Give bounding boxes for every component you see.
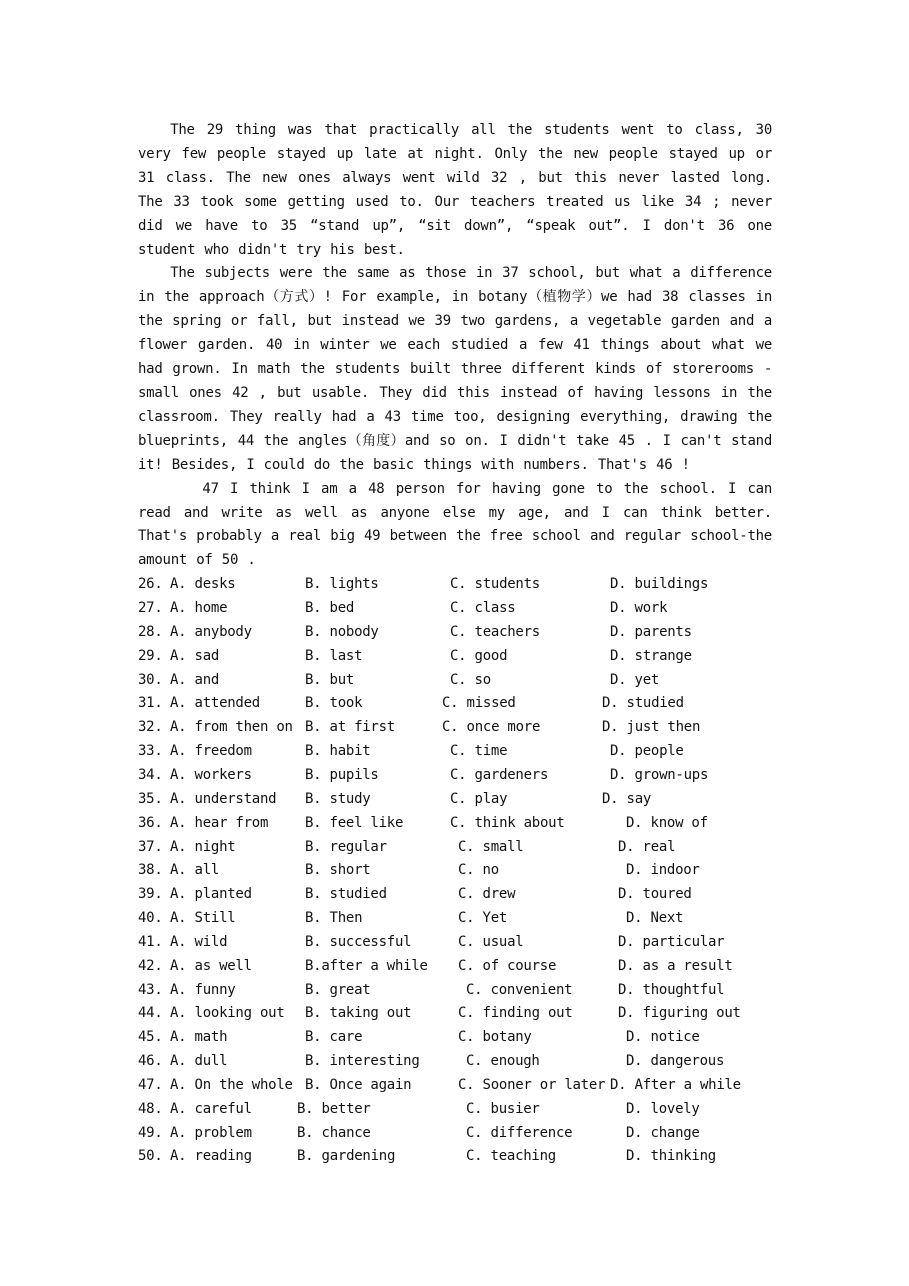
option-c: C. time: [450, 743, 508, 760]
option-b: B. lights: [305, 576, 379, 593]
question-row: [138, 812, 772, 836]
question-number: 37.: [138, 838, 163, 855]
question-row: [138, 740, 772, 764]
option-d: D. work: [610, 600, 668, 617]
option-b: B. nobody: [305, 623, 379, 640]
option-a: A. Still: [170, 910, 236, 927]
question-row: [138, 573, 772, 597]
question-number: 42.: [138, 957, 163, 974]
question-row: [138, 597, 772, 621]
option-d: D. toured: [618, 886, 692, 903]
question-number: 44.: [138, 1005, 163, 1022]
option-b: B. great: [305, 981, 371, 998]
question-number: 28.: [138, 623, 163, 640]
question-row: [138, 621, 772, 645]
question-number: 46.: [138, 1053, 163, 1070]
question-row: [138, 1145, 772, 1169]
question-row: [138, 907, 772, 931]
option-a: A. hear from: [170, 814, 269, 831]
question-number: 49.: [138, 1124, 163, 1141]
option-d: D. lovely: [626, 1100, 700, 1117]
option-d: D. thoughtful: [618, 981, 725, 998]
option-b: B. bed: [305, 600, 355, 617]
question-number: 31.: [138, 695, 163, 712]
option-c: C. finding out: [458, 1005, 573, 1022]
option-c: C. so: [450, 671, 491, 688]
option-c: C. convenient: [466, 981, 573, 998]
option-a: A. workers: [170, 766, 252, 783]
option-c: C. think about: [450, 814, 565, 831]
option-c: C. good: [450, 647, 508, 664]
option-a: A. reading: [170, 1148, 252, 1165]
option-a: A. understand: [170, 790, 277, 807]
question-number: 27.: [138, 600, 163, 617]
option-c: C. difference: [466, 1124, 573, 1141]
option-c: C. students: [450, 576, 540, 593]
option-a: A. planted: [170, 886, 252, 903]
question-row: [138, 836, 772, 860]
option-b: B. last: [305, 647, 363, 664]
option-d: D. Next: [626, 910, 684, 927]
option-c: C. play: [450, 790, 508, 807]
question-row: [138, 788, 772, 812]
question-row: [138, 645, 772, 669]
option-c: C. class: [450, 600, 516, 617]
option-b: B. chance: [297, 1124, 371, 1141]
question-row: [138, 955, 772, 979]
option-d: D. know of: [626, 814, 708, 831]
option-c: C. small: [458, 838, 524, 855]
document-page: [138, 119, 772, 1169]
option-a: A. all: [170, 862, 220, 879]
passage-paragraph: 47 I think I am a 48 person for having gone to the school. I can read and write as well as anyone else my age, and I can think better. That's probably a real big 49 between the free school and regular school-the amount of 50 .: [138, 480, 772, 569]
question-row: [138, 979, 772, 1003]
answer-options-list: [138, 573, 772, 1169]
question-row: [138, 692, 772, 716]
option-b: B. feel like: [305, 814, 404, 831]
question-row: [138, 1002, 772, 1026]
option-b: B. Then: [305, 910, 363, 927]
option-d: D. thinking: [626, 1148, 716, 1165]
option-d: D. buildings: [610, 576, 709, 593]
option-d: D. parents: [610, 623, 692, 640]
option-c: C. usual: [458, 933, 524, 950]
option-b: B. pupils: [305, 766, 379, 783]
option-c: C. busier: [466, 1100, 540, 1117]
option-a: A. night: [170, 838, 236, 855]
question-row: [138, 1122, 772, 1146]
option-b: B. gardening: [297, 1148, 396, 1165]
option-c: C. no: [458, 862, 499, 879]
passage-paragraph: The subjects were the same as those in 37 school, but what a difference in the approach（方式）! For example, in botany（植物学）we had 38 classes in the spring or fall, but instead we 39 two gardens, a vegetable garden and a flower garden. 40 in winter we each studied a few 41 things about what we had grown. In math the students built three different kinds of storerooms - small ones 42 , but usable. They did this instead of having lessons in the classroom. They really had a 43 time too, designing everything, drawing the blueprints, 44 the angles（角度）and so on. I didn't take 45 . I can't stand it! Besides, I could do the basic things with numbers. That's 46 !: [138, 265, 772, 473]
question-number: 47.: [138, 1076, 163, 1093]
option-c: C. teachers: [450, 623, 540, 640]
option-d: D. notice: [626, 1029, 700, 1046]
question-number: 39.: [138, 886, 163, 903]
option-d: D. figuring out: [618, 1005, 741, 1022]
option-c: C. teaching: [466, 1148, 556, 1165]
option-d: D. as a result: [618, 957, 733, 974]
option-c: C. enough: [466, 1053, 540, 1070]
question-number: 48.: [138, 1100, 163, 1117]
question-row: [138, 1074, 772, 1098]
option-a: A. and: [170, 671, 220, 688]
option-d: D. yet: [610, 671, 660, 688]
option-b: B. but: [305, 671, 355, 688]
question-number: 36.: [138, 814, 163, 831]
option-a: A. desks: [170, 576, 236, 593]
option-a: A. attended: [170, 695, 260, 712]
option-a: A. anybody: [170, 623, 252, 640]
passage-paragraph: The 29 thing was that practically all the students went to class, 30 very few people stayed up late at night. Only the new people stayed up or 31 class. The new ones always went wild 32 , but this never lasted long. The 33 took some getting used to. Our teachers treated us like 34 ; never did we have to 35 “stand up”, “sit down”, “speak out”. I don't 36 one student who didn't try his best.: [138, 122, 772, 258]
question-row: [138, 716, 772, 740]
option-b: B. studied: [305, 886, 387, 903]
question-number: 40.: [138, 910, 163, 927]
option-d: D. indoor: [626, 862, 700, 879]
option-d: D. After a while: [610, 1076, 741, 1093]
option-c: C. gardeners: [450, 766, 549, 783]
option-a: A. dull: [170, 1053, 228, 1070]
option-b: B. taking out: [305, 1005, 412, 1022]
option-a: A. On the whole: [170, 1076, 293, 1093]
question-number: 26.: [138, 576, 163, 593]
option-a: A. funny: [170, 981, 236, 998]
option-a: A. problem: [170, 1124, 252, 1141]
question-number: 35.: [138, 790, 163, 807]
question-number: 32.: [138, 719, 163, 736]
option-d: D. real: [618, 838, 676, 855]
option-d: D. strange: [610, 647, 692, 664]
option-c: C. Sooner or later: [458, 1076, 606, 1093]
question-row: [138, 669, 772, 693]
question-row: [138, 1050, 772, 1074]
option-b: B. Once again: [305, 1076, 412, 1093]
question-number: 45.: [138, 1029, 163, 1046]
option-b: B.after a while: [305, 957, 428, 974]
option-b: B. successful: [305, 933, 412, 950]
option-d: D. people: [610, 743, 684, 760]
option-c: C. missed: [442, 695, 516, 712]
option-d: D. dangerous: [626, 1053, 725, 1070]
option-a: A. wild: [170, 933, 228, 950]
question-row: [138, 1098, 772, 1122]
option-a: A. looking out: [170, 1005, 285, 1022]
cloze-passage: [138, 119, 772, 573]
question-number: 33.: [138, 743, 163, 760]
option-b: B. at first: [305, 719, 395, 736]
option-a: A. math: [170, 1029, 228, 1046]
option-a: A. home: [170, 600, 228, 617]
question-row: [138, 883, 772, 907]
option-b: B. regular: [305, 838, 387, 855]
question-number: 30.: [138, 671, 163, 688]
question-number: 29.: [138, 647, 163, 664]
question-row: [138, 764, 772, 788]
option-c: C. drew: [458, 886, 516, 903]
option-b: B. better: [297, 1100, 371, 1117]
option-b: B. short: [305, 862, 371, 879]
option-d: D. say: [602, 790, 652, 807]
question-number: 43.: [138, 981, 163, 998]
option-c: C. botany: [458, 1029, 532, 1046]
option-a: A. careful: [170, 1100, 252, 1117]
option-a: A. freedom: [170, 743, 252, 760]
option-c: C. Yet: [458, 910, 508, 927]
option-d: D. studied: [602, 695, 684, 712]
option-d: D. just then: [602, 719, 701, 736]
option-b: B. study: [305, 790, 371, 807]
question-row: [138, 1026, 772, 1050]
option-c: C. of course: [458, 957, 557, 974]
question-number: 34.: [138, 766, 163, 783]
option-d: D. change: [626, 1124, 700, 1141]
question-number: 38.: [138, 862, 163, 879]
option-a: A. sad: [170, 647, 220, 664]
option-b: B. habit: [305, 743, 371, 760]
option-a: A. as well: [170, 957, 252, 974]
question-number: 41.: [138, 933, 163, 950]
option-d: D. grown-ups: [610, 766, 709, 783]
option-d: D. particular: [618, 933, 725, 950]
option-b: B. took: [305, 695, 363, 712]
option-a: A. from then on: [170, 719, 293, 736]
option-c: C. once more: [442, 719, 541, 736]
question-number: 50.: [138, 1148, 163, 1165]
question-row: [138, 859, 772, 883]
option-b: B. interesting: [305, 1053, 420, 1070]
question-row: [138, 931, 772, 955]
option-b: B. care: [305, 1029, 363, 1046]
